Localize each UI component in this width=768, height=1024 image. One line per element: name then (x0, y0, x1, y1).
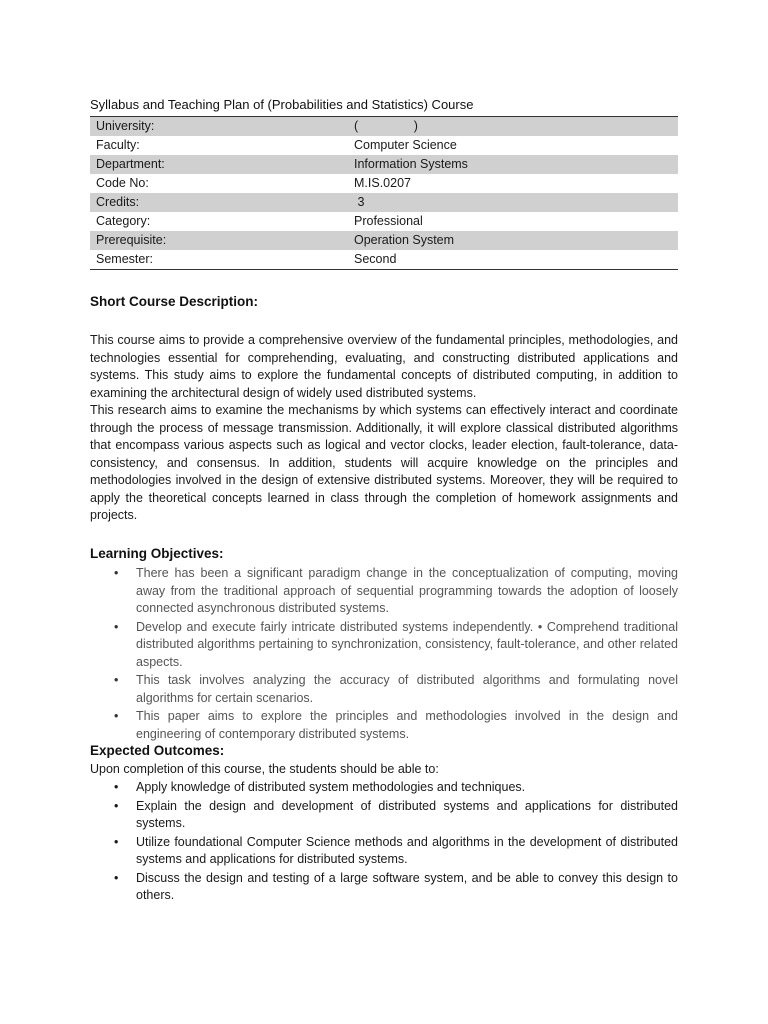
outcome-text: Explain the design and development of distributed systems and applications for distributed systems. (136, 798, 678, 830)
bullet-icon: • (114, 798, 119, 813)
row-value: M.IS.0207 (354, 176, 411, 190)
list-item (90, 619, 678, 672)
list-item (90, 798, 678, 833)
row-label: University: (90, 117, 348, 137)
row-value: 3 (348, 193, 678, 212)
objective-text: This task involves analyzing the accuracy of distributed algorithms and formulating novel algorithms for certain scenarios. (136, 673, 678, 705)
objectives-list (90, 565, 678, 744)
row-value: Computer Science (354, 138, 457, 152)
document-title: Syllabus and Teaching Plan of (Probabilities and Statistics) Course (90, 97, 474, 112)
list-item (90, 672, 678, 707)
list-item (90, 565, 678, 618)
row-label: Code No: (96, 176, 149, 190)
objectives-heading: Learning Objectives: (90, 546, 224, 561)
table-row (90, 136, 678, 155)
table-row (90, 250, 678, 270)
table-row (90, 117, 678, 137)
course-info-table (90, 116, 678, 270)
outcomes-list (90, 779, 678, 906)
objective-text: This paper aims to explore the principles and methodologies involved in the design and engineering of contemporary distributed systems. (136, 709, 678, 741)
description-paragraph-2: This research aims to examine the mechanisms by which systems can effectively interact and coordinate through the process of message transmission. Additionally, it will explore classical distributed algorithms that encompass various aspects such as logical and vector clocks, leader election, fault-tolerance, data-consistency, and consensus. In addition, students will acquire knowledge on the principles and methodologies involved in the design of extensive distributed systems. Moreover, they will be required to apply the theoretical concepts learned in class through the completion of homework assignments and projects. (90, 403, 678, 522)
bullet-icon: • (114, 619, 119, 634)
list-item (90, 708, 678, 743)
list-item (90, 779, 678, 797)
objective-text: Develop and execute fairly intricate distributed systems independently. • Comprehend traditional distributed algorithms pertaining to synchronization, consistency, fault-tolerance, and other related aspects. (136, 619, 678, 669)
bullet-icon: • (114, 709, 119, 723)
bullet-icon: • (114, 780, 119, 794)
bullet-icon: • (114, 834, 119, 849)
outcome-text: Discuss the design and testing of a large software system, and be able to convey this design to others. (136, 870, 678, 902)
outcomes-intro: Upon completion of this course, the students should be able to: (90, 762, 439, 776)
bullet-icon: • (114, 566, 119, 580)
description-heading: Short Course Description: (90, 294, 259, 309)
description-paragraph-1: This course aims to provide a comprehensive overview of the fundamental principles, methodologies, and technologies essential for comprehending, evaluating, and constructing distributed applications and systems. This study aims to explore the fundamental concepts of distributed computing, in addition to examining the architectural design of widely used distributed systems. (90, 333, 678, 400)
row-value: Professional (354, 214, 423, 228)
outcome-text: Apply knowledge of distributed system methodologies and techniques. (136, 780, 526, 794)
row-value: Information Systems (348, 155, 678, 174)
row-label: Credits: (90, 193, 348, 212)
bullet-icon: • (114, 870, 119, 885)
row-label: Prerequisite: (90, 231, 348, 250)
row-value: Second (354, 252, 397, 266)
row-label: Department: (90, 155, 348, 174)
table-row (90, 155, 678, 174)
row-label: Category: (96, 214, 151, 228)
bullet-icon: • (114, 673, 119, 687)
row-label: Faculty: (96, 138, 140, 152)
table-row (90, 212, 678, 231)
outcome-text: Utilize foundational Computer Science methods and algorithms in the development of distributed systems and applications for distributed systems. (136, 834, 678, 866)
list-item (90, 834, 678, 869)
list-item (90, 870, 678, 905)
row-value: ( ) (348, 117, 678, 137)
row-label: Semester: (96, 252, 153, 266)
objective-text: There has been a significant paradigm change in the conceptualization of computing, moving away from the traditional approach of sequential programming towards the adoption of loosely connected asynchronous distributed systems. (136, 566, 678, 615)
row-value: Operation System (348, 231, 678, 250)
outcomes-heading: Expected Outcomes: (90, 743, 225, 758)
table-row (90, 174, 678, 193)
table-row (90, 231, 678, 250)
table-row (90, 193, 678, 212)
